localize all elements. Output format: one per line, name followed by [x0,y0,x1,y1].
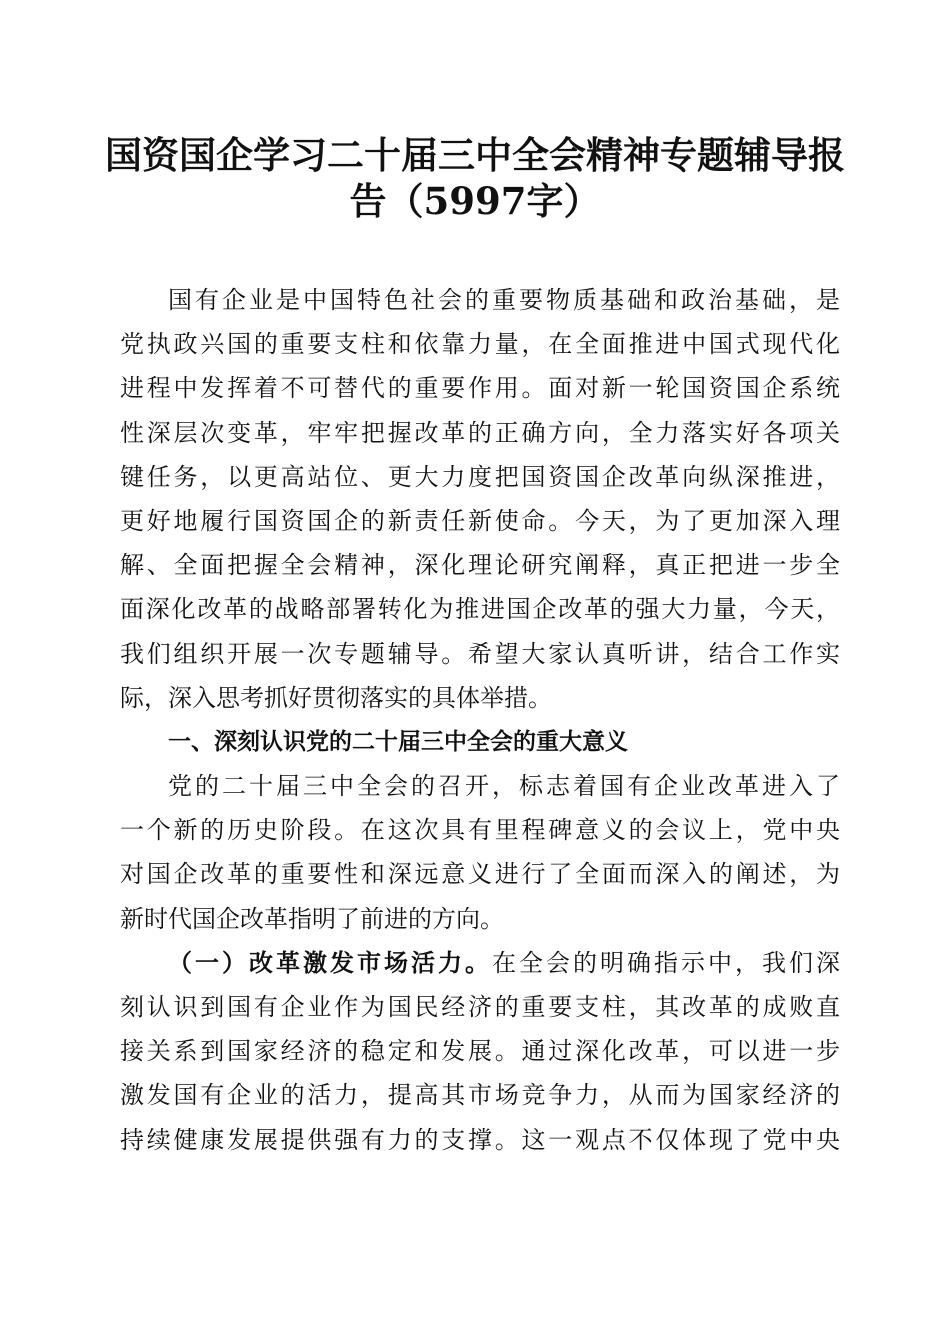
intro-line-3: 进程中发挥着不可替代的重要作用。面对新一轮国资国企系统 [120,374,840,403]
intro-line-2: 党执政兴国的重要支柱和依靠力量，在全面推进中国式现代化 [120,330,840,359]
subsection-1-line-1 [120,941,840,985]
subsection-1-line-3: 接关系到国家经济的稳定和发展。通过深化改革，可以进一步 [120,1037,840,1066]
subsection-1-line-2: 刻认识到国有企业作为国民经济的重要支柱，其改革的成败直 [120,993,840,1021]
section-1-line-2: 一个新的历史阶段。在这次具有里程碑意义的会议上，党中央 [120,816,840,845]
subsection-1-line-4: 激发国有企业的活力，提高其市场竞争力，从而为国家经济的 [120,1081,840,1110]
intro-line-8: 面深化改革的战略部署转化为推进国企改革的强大力量，今天， [120,595,840,624]
title-line-2: 告（5997字） [349,179,601,223]
subsection-1-label: （一）改革激发市场活力。 [168,948,492,977]
intro-line-1: 国有企业是中国特色社会的重要物质基础和政治基础，是 [168,286,840,314]
section-1-heading: 一、深刻认识党的二十届三中全会的重大意义 [168,728,628,755]
document-title [100,132,850,224]
section-1-line-4: 新时代国企改革指明了前进的方向。 [120,904,504,933]
intro-line-6: 更好地履行国资国企的新责任新使命。今天，为了更加深入理 [120,506,840,535]
document-body [120,278,840,1162]
intro-line-10: 际，深入思考抓好贯彻落实的具体举措。 [120,683,552,712]
section-1-line-3: 对国企改革的重要性和深远意义进行了全面而深入的阐述，为 [120,860,840,889]
subsection-1-line-5: 持续健康发展提供强有力的支撑。这一观点不仅体现了党中央 [120,1125,840,1154]
subsection-1-line-1-text: 在全会的明确指示中，我们深 [492,948,840,977]
intro-line-7: 解、全面把握全会精神，深化理论研究阐释，真正把进一步全 [120,551,840,580]
intro-line-4: 性深层次变革，牢牢把握改革的正确方向，全力落实好各项关 [120,418,840,447]
intro-line-9: 我们组织开展一次专题辅导。希望大家认真听讲，结合工作实 [120,639,840,668]
title-line-1: 国资国企学习二十届三中全会精神专题辅导报 [105,133,845,177]
section-1-line-1: 党的二十届三中全会的召开，标志着国有企业改革进入了 [168,772,840,801]
intro-line-5: 键任务，以更高站位、更大力度把国资国企改革向纵深推进， [120,462,840,491]
